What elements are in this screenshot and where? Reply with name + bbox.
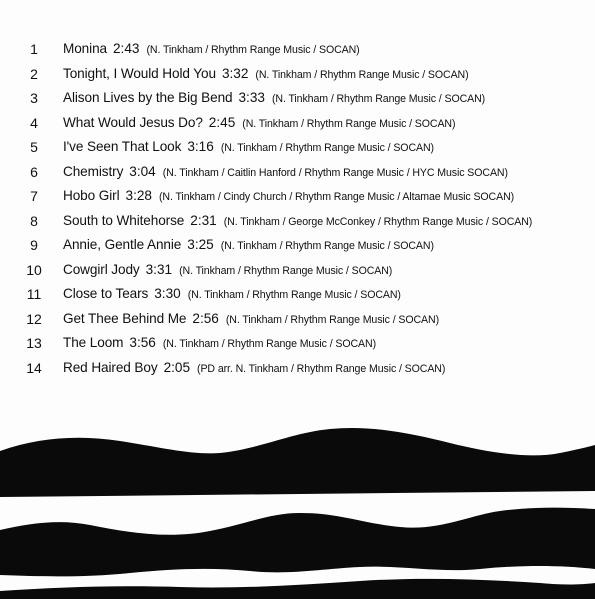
track-row: [0, 135, 595, 160]
track-credits: (PD arr. N. Tinkham / Rhythm Range Music / SOCAN): [197, 362, 446, 375]
track-credits: (N. Tinkham / Rhythm Range Music / SOCAN): [242, 117, 456, 130]
track-info: [63, 233, 434, 258]
track-number: 8: [30, 212, 38, 229]
track-row: [0, 331, 595, 356]
track-number: 2: [30, 65, 38, 82]
track-credits: (N. Tinkham / Rhythm Range Music / SOCAN): [220, 142, 434, 154]
track-title: Monina: [63, 41, 107, 56]
track-number: 5: [30, 139, 38, 155]
track-duration: 2:43: [113, 41, 140, 56]
track-credits: (N. Tinkham / Rhythm Range Music / SOCAN): [220, 240, 434, 252]
track-duration: 3:30: [154, 286, 181, 301]
wave-band-middle: [0, 508, 595, 577]
track-info: [63, 160, 508, 185]
track-credits: (N. Tinkham / Rhythm Range Music / SOCAN): [179, 264, 393, 277]
wave-decoration: [0, 415, 595, 599]
track-number: 6: [30, 163, 38, 180]
track-credits: (N. Tinkham / Rhythm Range Music / SOCAN): [271, 93, 486, 105]
track-info: [63, 356, 445, 381]
track-duration: 2:56: [192, 310, 219, 326]
track-credits: (N. Tinkham / Cindy Church / Rhythm Range Music / Altamae Music SOCAN): [158, 191, 515, 203]
track-duration: 3:16: [187, 139, 214, 154]
track-row: [0, 184, 595, 209]
track-info: [63, 258, 392, 283]
track-duration: 3:56: [129, 335, 156, 350]
track-duration: 3:28: [125, 188, 152, 203]
track-title: What Would Jesus Do?: [63, 114, 203, 130]
track-info: [63, 37, 360, 62]
track-info: [63, 282, 401, 307]
track-row: [0, 356, 595, 381]
track-duration: 3:33: [238, 90, 265, 105]
track-row: [0, 307, 595, 332]
track-title: Hobo Girl: [63, 188, 120, 203]
track-number: 7: [30, 188, 38, 204]
track-info: [63, 86, 485, 111]
track-row: [0, 37, 595, 62]
track-duration: 3:04: [129, 163, 156, 179]
track-info: [63, 307, 439, 332]
track-duration: 3:32: [221, 65, 249, 81]
track-info: [63, 111, 455, 136]
track-row: [0, 233, 595, 258]
track-credits: (N. Tinkham / Rhythm Range Music / SOCAN): [146, 44, 360, 56]
track-info: [63, 135, 434, 160]
track-row: [0, 209, 595, 234]
wave-band-top: [0, 428, 595, 497]
track-credits: (N. Tinkham / Rhythm Range Music / SOCAN): [162, 338, 377, 350]
track-row: [0, 258, 595, 283]
track-title: I've Seen That Look: [63, 139, 182, 154]
track-number: 9: [30, 237, 38, 253]
track-title: The Loom: [63, 335, 124, 350]
track-title: Close to Tears: [63, 286, 149, 301]
track-credits: (N. Tinkham / Rhythm Range Music / SOCAN): [187, 289, 401, 301]
track-title: Chemistry: [63, 163, 124, 179]
track-row: [0, 111, 595, 136]
track-duration: 2:05: [163, 359, 191, 375]
track-info: [63, 331, 376, 356]
track-number: 13: [26, 335, 42, 351]
wave-band-bottom: [0, 579, 595, 599]
track-list: [0, 37, 595, 380]
track-info: [63, 209, 532, 234]
track-number: 11: [26, 286, 42, 302]
track-title: Red Haired Boy: [63, 359, 158, 375]
track-row: [0, 62, 595, 87]
track-credits: (N. Tinkham / Rhythm Range Music / SOCAN): [225, 313, 440, 326]
track-duration: 3:31: [145, 261, 173, 277]
track-number: 12: [26, 310, 42, 327]
track-credits: (N. Tinkham / Rhythm Range Music / SOCAN): [255, 68, 469, 81]
track-title: Annie, Gentle Annie: [63, 237, 182, 252]
track-row: [0, 86, 595, 111]
track-row: [0, 282, 595, 307]
track-credits: (N. Tinkham / George McConkey / Rhythm Range Music / SOCAN): [223, 215, 533, 228]
track-number: 14: [26, 359, 42, 376]
track-title: Alison Lives by the Big Bend: [63, 90, 233, 105]
track-credits: (N. Tinkham / Caitlin Hanford / Rhythm Range Music / HYC Music SOCAN): [162, 166, 508, 179]
track-title: Cowgirl Jody: [63, 261, 140, 277]
track-info: [63, 184, 514, 209]
track-duration: 2:45: [208, 114, 236, 130]
track-number: 10: [26, 261, 42, 278]
track-duration: 2:31: [190, 212, 217, 228]
track-number: 1: [30, 41, 38, 57]
track-info: [63, 62, 469, 87]
track-title: South to Whitehorse: [63, 212, 185, 228]
track-title: Tonight, I Would Hold You: [63, 65, 216, 81]
track-number: 4: [30, 114, 38, 131]
track-row: [0, 160, 595, 185]
track-number: 3: [30, 90, 38, 106]
track-title: Get Thee Behind Me: [63, 310, 187, 326]
track-duration: 3:25: [187, 237, 214, 252]
